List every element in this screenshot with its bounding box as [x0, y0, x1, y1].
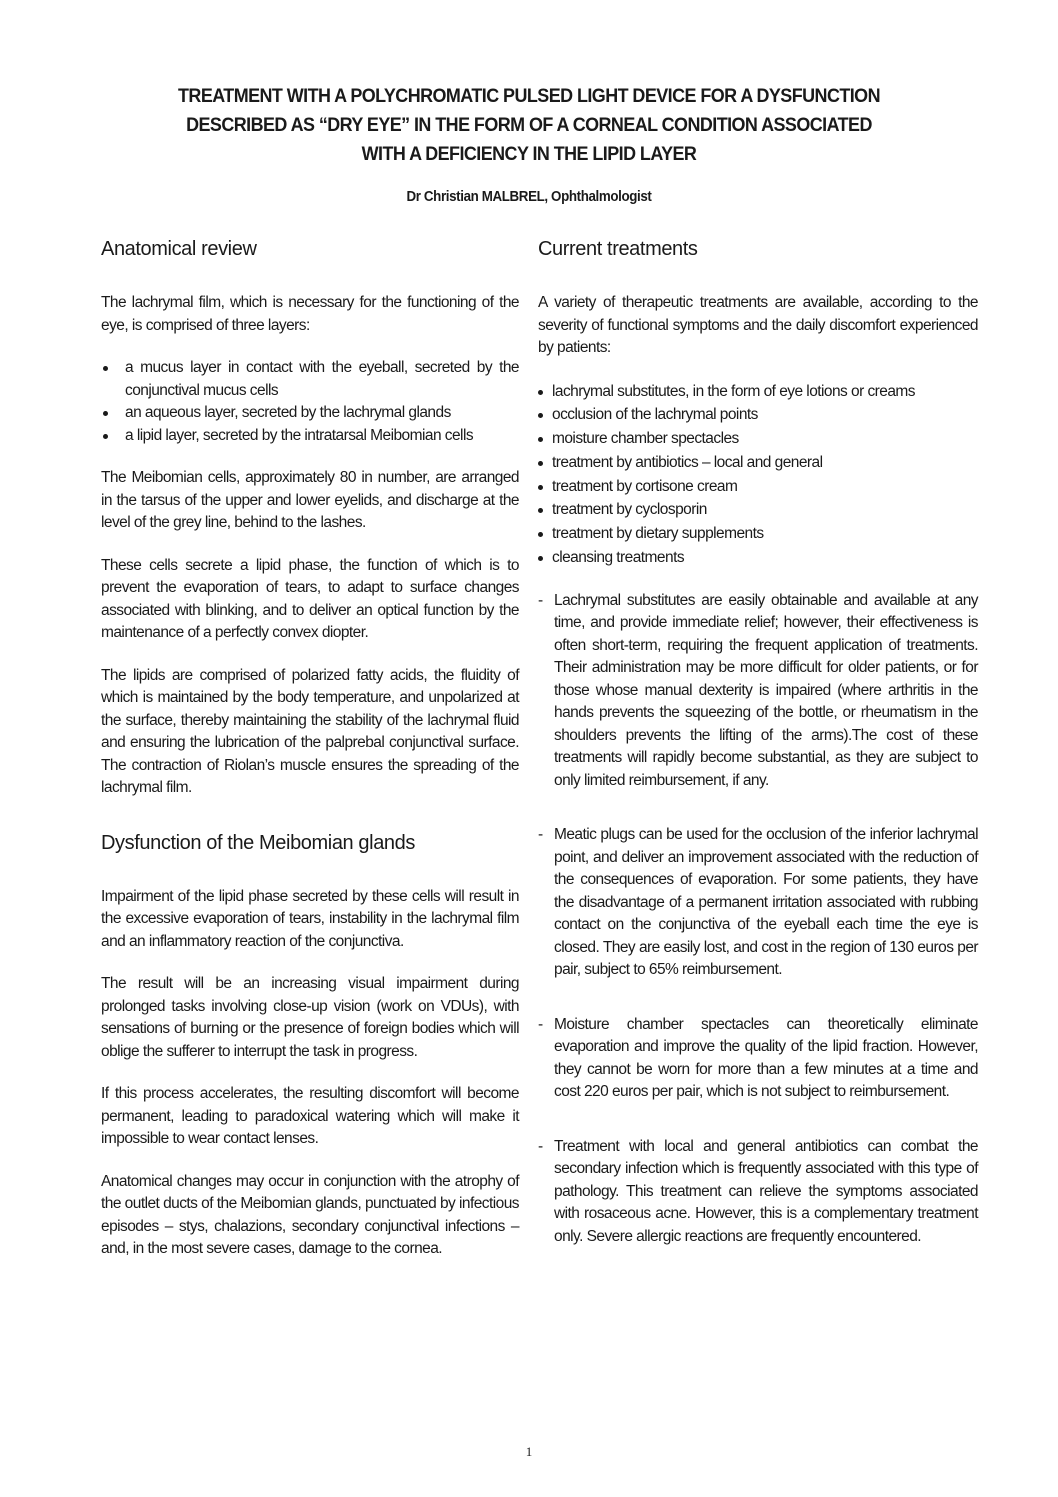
paragraph: If this process accelerates, the resulting discomfort will become permanent, leading to paradoxical watering which will make it impossible to wear contact lenses. — [101, 1085, 519, 1147]
paragraph: Impairment of the lipid phase secreted by these cells will result in the excessive evaporation of tears, instability in the lachrymal film and an inflammatory reaction of the conjunctiva. — [101, 887, 519, 950]
treatment-list — [538, 380, 978, 570]
list-item-text: a lipid layer, secreted by the intratarsal Meibomian cells — [125, 426, 474, 444]
paragraph: Anatomical changes may occur in conjunction with the atrophy of the outlet ducts of the Meibomian glands, punctuated by infectious episodes – stys, chalazions, secondary conjunctival infections – and, in the most severe cases, damage to the cornea. — [101, 1172, 519, 1257]
list-item — [538, 427, 978, 451]
page-number: 1 — [525, 1444, 533, 1459]
treatment-detail-text: Meatic plugs can be used for the occlusion of the inferior lachrymal point, and deliver an improvement associated with the reduction of the consequences of evaporation. For some patients, they have the disadvantage of a permanent irritation associated with rubbing contact on the conjunctiva of the eyeball each time the eye is closed. They are easily lost, and cost in the region of 130 euros per pair, subject to 65% reimbursement. — [554, 826, 978, 979]
list-item — [538, 403, 978, 427]
list-item — [538, 475, 978, 499]
list-item-text: treatment by cortisone cream — [552, 477, 738, 495]
paragraph: The lipids are comprised of polarized fatty acids, the fluidity of which is maintained by the body temperature, and unpolarized at the surface, thereby maintaining the stability of the lachrymal fluid and ensuring the lubrication of the palprebal conjunctival surface. The contraction of Riolan’s muscle ensures the spreading of the lachrymal film. — [101, 666, 519, 796]
right-column — [538, 236, 978, 1280]
list-item — [101, 402, 519, 425]
dash-marker: - — [538, 1015, 543, 1033]
bullet-icon — [538, 532, 543, 537]
list-item-text: treatment by antibiotics – local and general — [552, 453, 823, 471]
bullet-icon — [538, 437, 543, 442]
paragraph: These cells secrete a lipid phase, the function of which is to prevent the evaporation of tears, to adapt to surface changes associated with blinking, and to deliver an optical function by the maintenance of a perfectly convex diopter. — [101, 556, 519, 641]
section-heading-anatomical-review: Anatomical review — [101, 238, 257, 260]
section-heading-meibomian-dysfunction: Dysfunction of the Meibomian glands — [101, 831, 415, 854]
layer-list — [101, 357, 519, 447]
list-item-text: moisture chamber spectacles — [552, 430, 739, 448]
bullet-icon — [103, 366, 108, 371]
bullet-icon — [538, 508, 543, 513]
left-column — [101, 236, 519, 1281]
document-title — [125, 82, 933, 169]
bullet-icon — [538, 461, 543, 466]
treatment-detail-text: Lachrymal substitutes are easily obtainable and available at any time, and provide immediate relief; however, their effectiveness is often short-term, requiring the frequent application of treatments. Their administration may be more difficult for older patients, or for those whose manual dexterity is impaired (where arthritis in the hands prevents the squeezing of the bottle, or rheumatism in the shoulders prevents the lifting of the arms).The cost of these treatments will rapidly become substantial, as they are subject to only limited reimbursement, if any. — [554, 591, 978, 789]
list-item-text: treatment by dietary supplements — [552, 525, 764, 543]
treatment-detail-substitutes — [538, 590, 978, 793]
paragraph: A variety of therapeutic treatments are available, according to the severity of functional symptoms and the daily discomfort experienced by patients: — [538, 294, 978, 356]
bullet-icon — [538, 413, 543, 418]
dash-marker: - — [538, 1137, 543, 1155]
author-line: Dr Christian MALBREL, Ophthalmologist — [406, 189, 652, 205]
list-item — [538, 498, 978, 522]
section-heading-current-treatments: Current treatments — [538, 238, 698, 260]
title-line: TREATMENT WITH A POLYCHROMATIC PULSED LIGHT DEVICE FOR A DYSFUNCTION — [178, 85, 880, 107]
list-item-text: a mucus layer in contact with the eyeball, secreted by the conjunctival mucus cells — [125, 359, 519, 399]
bullet-icon — [538, 556, 543, 561]
bullet-icon — [538, 485, 543, 490]
paragraph: The Meibomian cells, approximately 80 in number, are arranged in the tarsus of the upper and lower eyelids, and discharge at the level of the grey line, behind to the lashes. — [101, 469, 519, 531]
dash-marker: - — [538, 826, 543, 844]
list-item — [538, 546, 978, 570]
list-item-text: lachrymal substitutes, in the form of eye lotions or creams — [552, 382, 915, 400]
list-item — [538, 380, 978, 404]
treatment-detail-spectacles — [538, 1014, 978, 1104]
list-item — [538, 522, 978, 546]
paragraph: The result will be an increasing visual impairment during prolonged tasks involving close-up vision (work on VDUs), with sensations of burning or the presence of foreign bodies which will oblige the sufferer to interrupt the task in progress. — [101, 975, 519, 1060]
paragraph: The lachrymal film, which is necessary for the functioning of the eye, is comprised of three layers: — [101, 294, 519, 334]
list-item-text: occlusion of the lachrymal points — [552, 406, 758, 424]
list-item — [101, 357, 519, 402]
treatment-detail-plugs — [538, 824, 978, 982]
list-item-text: an aqueous layer, secreted by the lachrymal glands — [125, 404, 451, 421]
list-item — [101, 425, 519, 448]
list-item-text: treatment by cyclosporin — [552, 501, 707, 519]
bullet-icon — [103, 434, 108, 439]
list-item-text: cleansing treatments — [552, 549, 685, 567]
treatment-detail-text: Treatment with local and general antibiotics can combat the secondary infection which is frequently associated with this type of pathology. This treatment can relieve the symptoms associated with rosaceous acne. However, this is a complementary treatment only. Severe allergic reactions are frequently encountered. — [554, 1137, 978, 1245]
list-item — [538, 451, 978, 475]
bullet-icon — [103, 411, 108, 416]
bullet-icon — [538, 390, 543, 395]
title-line: DESCRIBED AS “DRY EYE” IN THE FORM OF A CORNEAL CONDITION ASSOCIATED — [186, 114, 872, 136]
dash-marker: - — [538, 591, 543, 609]
treatment-detail-text: Moisture chamber spectacles can theoretically eliminate evaporation and improve the quality of the lipid fraction. However, they cannot be worn for more than a few minutes at a time and cost 220 euros per pair, which is not subject to reimbursement. — [554, 1015, 978, 1101]
treatment-detail-antibiotics — [538, 1136, 978, 1249]
title-line: WITH A DEFICIENCY IN THE LIPID LAYER — [361, 143, 697, 165]
